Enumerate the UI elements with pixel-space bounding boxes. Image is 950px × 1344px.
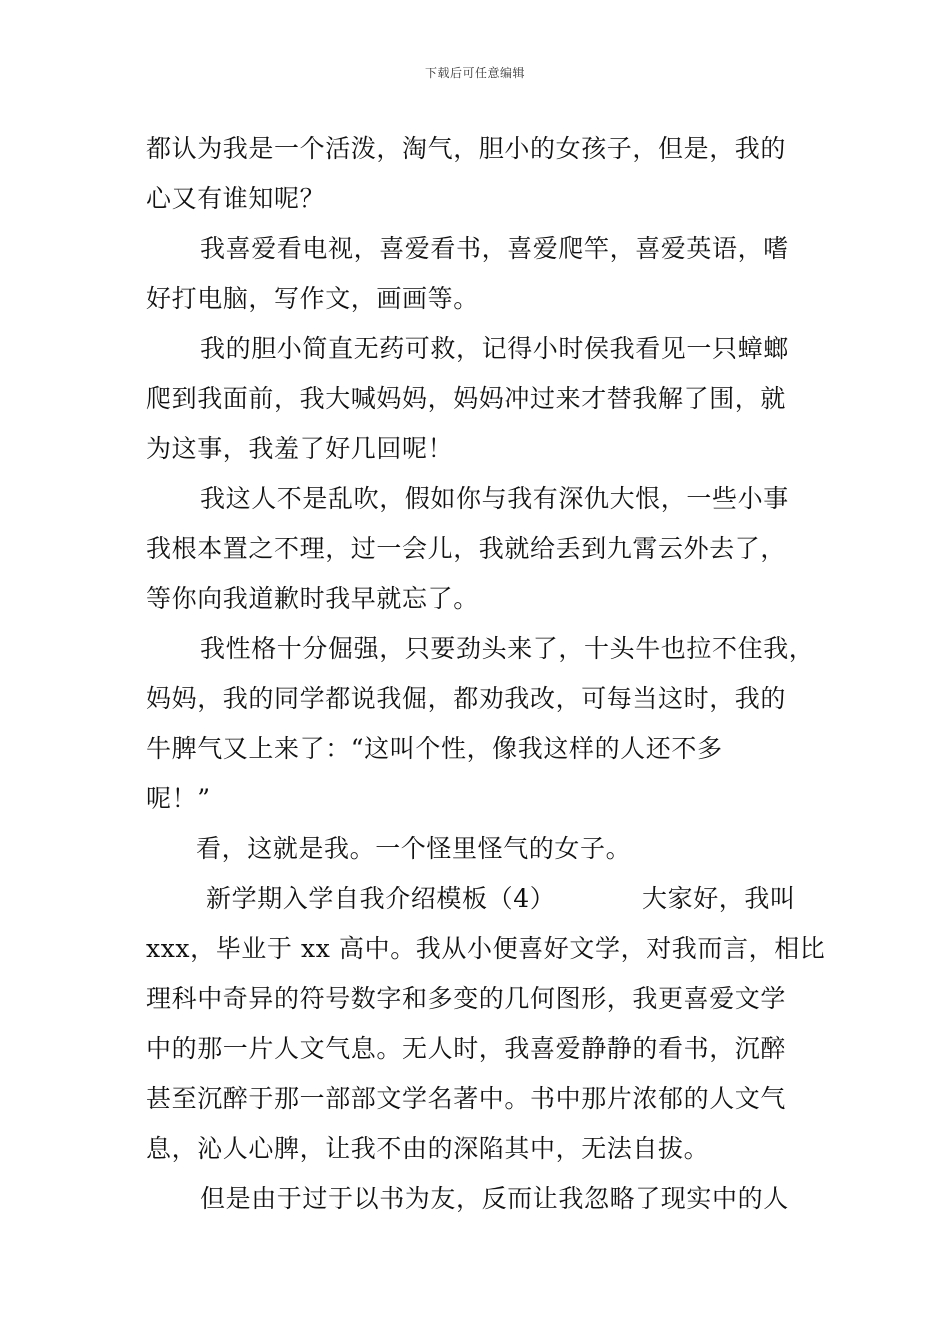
text-line: 爬到我面前，我大喊妈妈，妈妈冲过来才替我解了围，就 bbox=[146, 384, 787, 413]
text-line: 但是由于过于以书为友，反而让我忽略了现实中的人 bbox=[200, 1184, 789, 1213]
text-line: 等你向我道歉时我早就忘了。 bbox=[146, 584, 479, 613]
text-line: 为这事，我羞了好几回呢！ bbox=[146, 434, 454, 463]
text-line: 看，这就是我。一个怪里怪气的女子。 bbox=[196, 834, 632, 863]
text-line: 心又有谁知呢？ bbox=[146, 184, 326, 213]
text-line: 息，沁人心脾，让我不由的深陷其中，无法自拔。 bbox=[146, 1134, 710, 1163]
text-line: 我这人不是乱吹，假如你与我有深仇大恨，一些小事 bbox=[200, 484, 789, 513]
text-line: 都认为我是一个活泼，淘气，胆小的女孩子，但是，我的 bbox=[146, 134, 787, 163]
text-line: 我性格十分倔强，只要劲头来了，十头牛也拉不住我， bbox=[200, 634, 815, 663]
section-title: 新学期入学自我介绍模板（4） bbox=[206, 884, 556, 913]
text-line: 呢！” bbox=[146, 784, 211, 813]
text-line: 好打电脑，写作文，画画等。 bbox=[146, 284, 479, 313]
page-header: 下载后可任意编辑 bbox=[424, 66, 525, 80]
text-line: 我的胆小简直无药可救，记得小时侯我看见一只蟑螂 bbox=[200, 334, 789, 363]
text-line: 中的那一片人文气息。无人时，我喜爱静静的看书，沉醉 bbox=[146, 1034, 787, 1063]
text-line: xxx，毕业于 xx 高中。我从小便喜好文学，对我而言，相比 bbox=[146, 934, 826, 963]
text-line: 牛脾气又上来了：“这叫个性，像我这样的人还不多 bbox=[146, 734, 723, 763]
text-line: 甚至沉醉于那一部部文学名著中。书中那片浓郁的人文气 bbox=[146, 1084, 787, 1113]
text-line: 我喜爱看电视，喜爱看书，喜爱爬竿，喜爱英语，嗜 bbox=[200, 234, 789, 263]
text-line: 我根本置之不理，过一会儿，我就给丢到九霄云外去了， bbox=[146, 534, 787, 563]
text-line: 理科中奇异的符号数字和多变的几何图形，我更喜爱文学 bbox=[146, 984, 787, 1013]
text-line: 大家好，我叫 bbox=[642, 884, 796, 913]
text-line: 妈妈，我的同学都说我倔，都劝我改，可每当这时，我的 bbox=[146, 684, 787, 713]
